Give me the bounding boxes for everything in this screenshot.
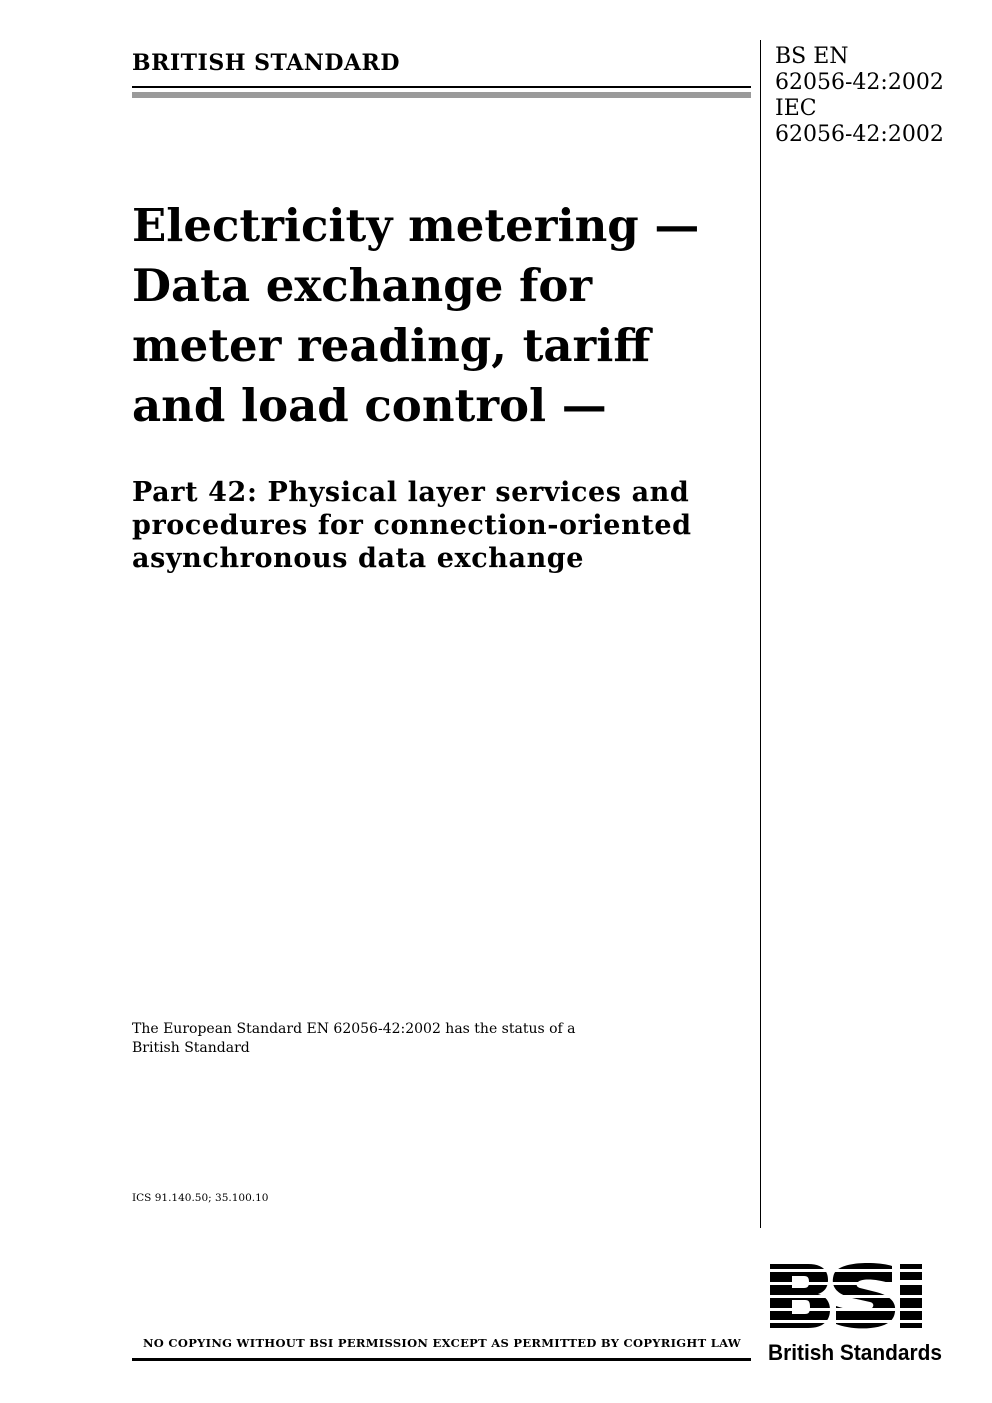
vertical-divider [760,40,761,1228]
title-line: meter reading, tariff [132,319,651,372]
header-rule-thin [132,86,751,88]
title-line: Data exchange for [132,259,593,312]
part-line: asynchronous data exchange [132,543,585,574]
status-note [132,1020,576,1058]
ics-code: ICS 91.140.50; 35.100.10 [132,1192,269,1204]
doc-id-line: 62056-42:2002 [775,122,944,147]
bsi-tagline: British Standards [768,1340,942,1365]
doc-id-line: 62056-42:2002 [775,70,944,95]
status-line: British Standard [132,1040,250,1056]
part-line: procedures for connection-oriented [132,510,692,541]
part-line: Part 42: Physical layer services and [132,477,690,508]
document-title [132,196,752,436]
header-rule [132,86,751,98]
status-line: The European Standard EN 62056-42:2002 has the status of a [132,1021,576,1037]
doc-id-line: IEC [775,96,817,121]
part-subtitle [132,476,752,575]
bsi-logo [768,1262,944,1367]
copyright-notice: NO COPYING WITHOUT BSI PERMISSION EXCEPT AS PERMITTED BY COPYRIGHT LAW [142,1336,742,1350]
title-line: Electricity metering — [132,199,700,252]
document-identifiers [775,44,944,148]
doc-id-line: BS EN [775,44,849,69]
standard-type-label: BRITISH STANDARD [132,50,400,76]
bsi-mark [768,1263,928,1328]
header-rule-thick [132,92,751,98]
footer-rule [132,1358,751,1361]
title-line: and load control — [132,379,607,432]
